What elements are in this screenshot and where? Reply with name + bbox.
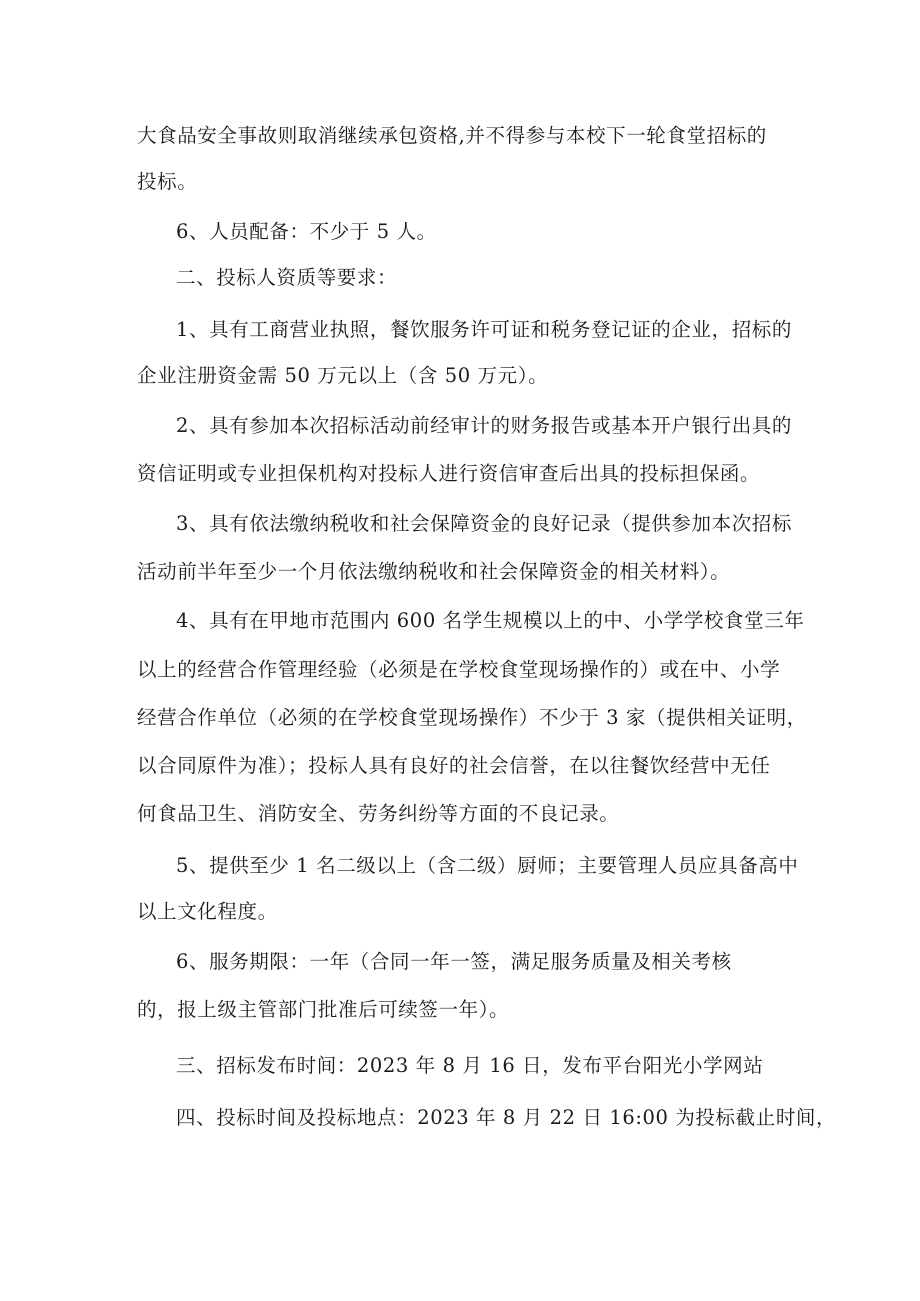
text-line-14: 以合同原件为准）；投标人具有良好的社会信誉，在以往餐饮经营中无任 xyxy=(137,754,771,777)
text-line-17: 以上文化程度。 xyxy=(137,900,278,923)
text-line-12: 以上的经营合作管理经验（必须是在学校食堂现场操作的）或在中、小学 xyxy=(137,658,781,681)
text-line-16: 5、提供至少 1 名二级以上（含二级）厨师；主要管理人员应具备高中 xyxy=(176,854,799,877)
section-heading-4: 四、投标时间及投标地点：2023 年 8 月 22 日 16:00 为投标截止时间， xyxy=(176,1106,837,1129)
text-line-19: 的，报上级主管部门批准后可续签一年）。 xyxy=(137,998,510,1021)
text-line-18: 6、服务期限：一年（合同一年一签，满足服务质量及相关考核 xyxy=(176,950,732,973)
text-line-3: 6、人员配备：不少于 5 人。 xyxy=(176,220,437,243)
text-line-15: 何食品卫生、消防安全、劳务纠纷等方面的不良记录。 xyxy=(137,802,620,825)
text-line-6: 企业注册资金需 50 万元以上（含 50 万元）。 xyxy=(137,364,549,387)
text-line-5: 1、具有工商营业执照，餐饮服务许可证和税务登记证的企业，招标的 xyxy=(176,318,793,341)
text-line-11: 4、具有在甲地市范围内 600 名学生规模以上的中、小学学校食堂三年 xyxy=(176,609,805,632)
text-line-13: 经营合作单位（必须的在学校食堂现场操作）不少于 3 家（提供相关证明， xyxy=(137,706,807,729)
text-line-10: 活动前半年至少一个月依法缴纳税收和社会保障资金的相关材料）。 xyxy=(137,560,731,583)
section-heading-2: 二、投标人资质等要求： xyxy=(176,266,398,289)
section-heading-3: 三、招标发布时间：2023 年 8 月 16 日，发布平台阳光小学网站 xyxy=(176,1054,764,1077)
text-line-7: 2、具有参加本次招标活动前经审计的财务报告或基本开户银行出具的 xyxy=(176,414,793,437)
text-line-2: 投标。 xyxy=(137,170,198,193)
text-line-1: 大食品安全事故则取消继续承包资格,并不得参与本校下一轮食堂招标的 xyxy=(137,124,767,147)
text-line-9: 3、具有依法缴纳税收和社会保障资金的良好记录（提供参加本次招标 xyxy=(176,512,793,535)
text-line-8: 资信证明或专业担保机构对投标人进行资信审查后出具的投标担保函。 xyxy=(137,462,761,485)
